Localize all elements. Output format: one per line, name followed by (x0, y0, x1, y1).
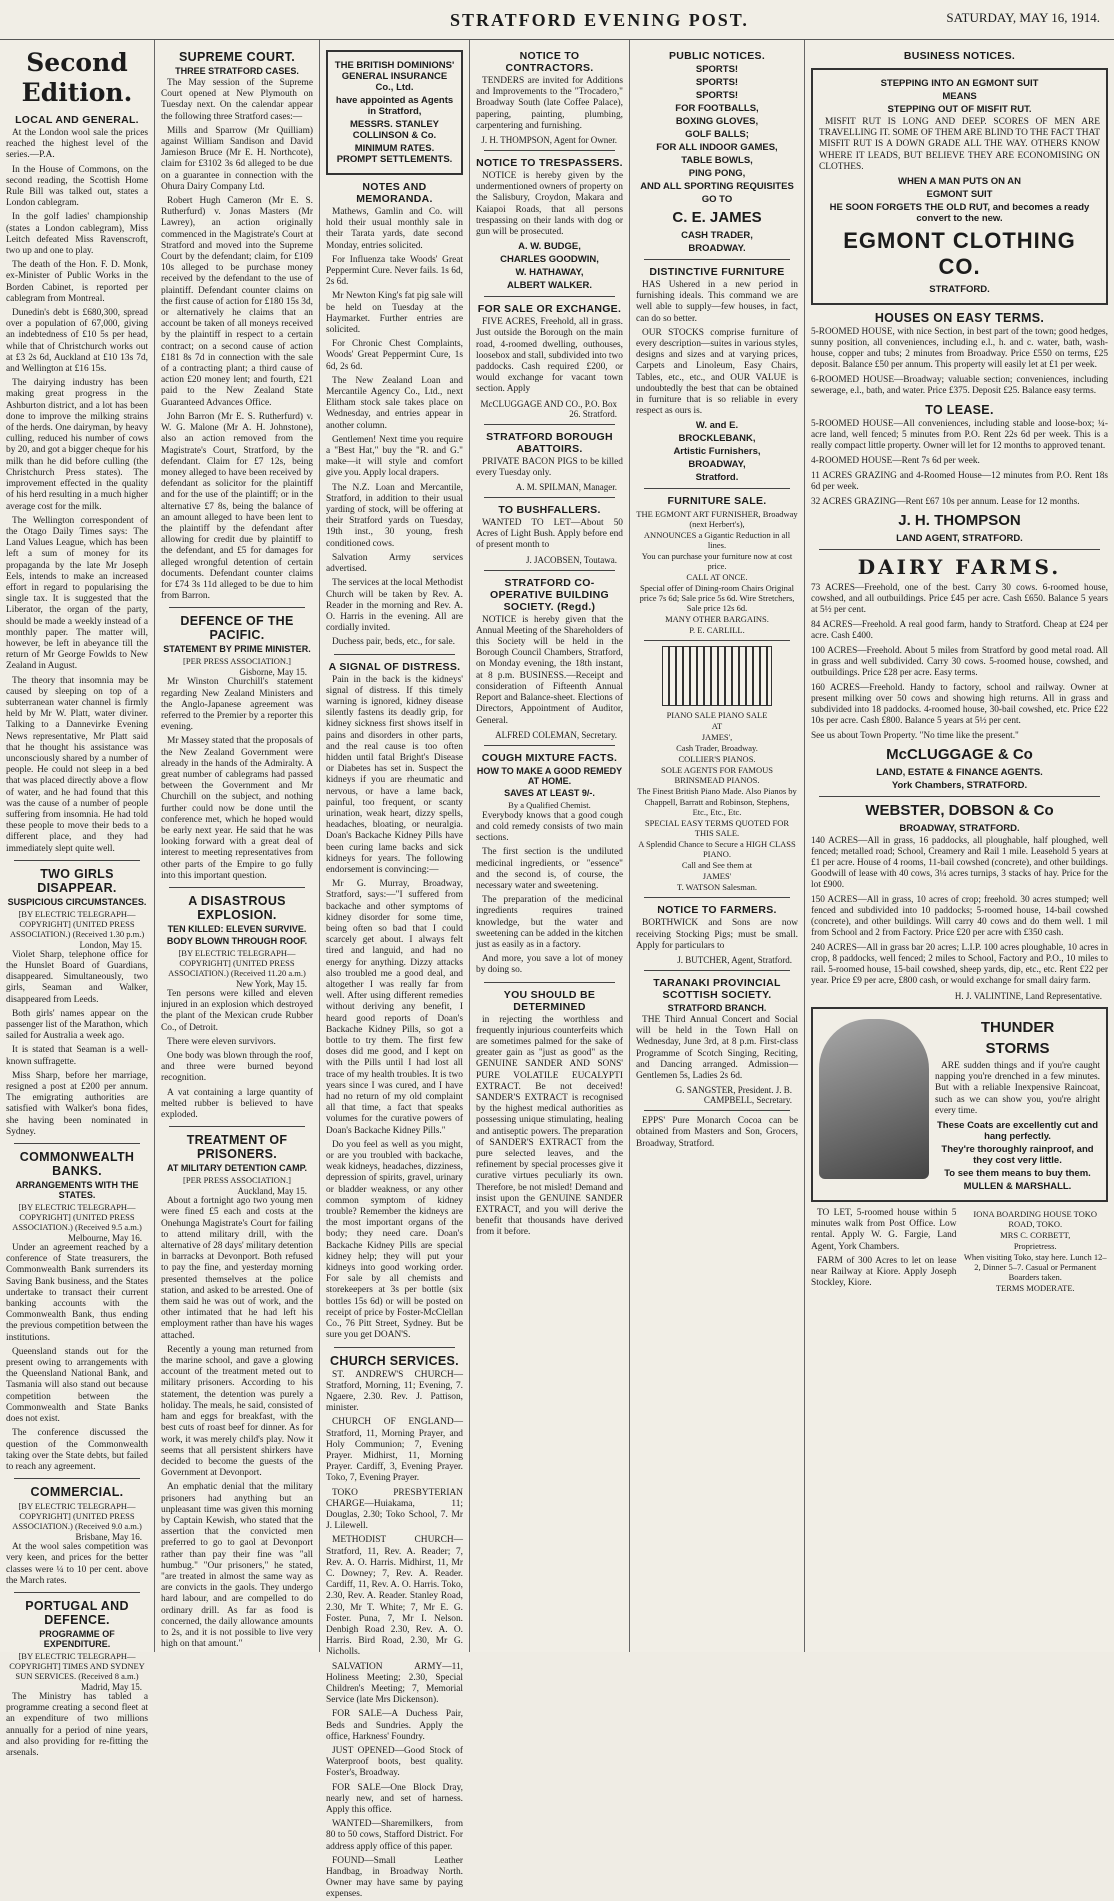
cough-heading: COUGH MIXTURE FACTS. (481, 751, 618, 764)
tolet-text: TO LET, 5-roomed house within 5 minutes walk from Post Office. Low rental. Apply W. G. Fargie, Land Agent, York Chambers. (811, 1208, 957, 1252)
column-6 (805, 40, 1114, 1652)
text-line: THE EGMONT ART FURNISHER, Broadway (next Herbert's), (636, 509, 798, 530)
contractors-sign: J. H. THOMPSON, Agent for Owner. (481, 135, 617, 146)
pacific-articles (161, 677, 313, 882)
paragraph: ST. ANDREW'S CHURCH—Stratford, Morning, 11; Evening, 7. Ngaere, 2.30. Rev. J. Pattison, minister. (326, 1369, 463, 1414)
paragraph: 84 ACRES—Freehold. A real good farm, handy to Stratford. Cheap at £24 per acre. Cash £400. (811, 620, 1108, 642)
paragraph: At the London wool sale the prices reached the highest level of the series.—P.A. (6, 128, 148, 161)
paragraph: One body was blown through the roof, and three were burned beyond recognition. (161, 1051, 313, 1084)
explosion-credit: [BY ELECTRIC TELEGRAPH—COPYRIGHT] (UNITED PRESS ASSOCIATION.) (Received 11.20 a.m.) (168, 948, 306, 978)
furniture-sale-lines (636, 509, 798, 635)
pacific-heading: DEFENCE OF THE PACIFIC. (180, 614, 294, 643)
lease-items (811, 419, 1108, 508)
egmont-lines-2 (819, 176, 1100, 224)
paragraph: The theory that insomnia may be caused by sleeping on top of a subterranean water channel is firmly held by Mr W. Platt, water diviner. Talking to a Dannevirke Evening News representative, Mr Platt said that he thought his assistance was unconsciously shared by a number of people. He could not sleep in a bed that was placed directly above a flow of water, and he had found that this was the cause of a number of people suffering from insomnia. He had told these people to move their beds to a different place, and they had immediately slept quite well. (6, 675, 148, 854)
column-1 (0, 40, 155, 1758)
paragraph: Mr Winston Churchill's statement regarding New Zealand Ministers and the Anglo-Japanese agreement was referred to the Premier by a reporter this evening. (161, 677, 313, 733)
notes-items (326, 207, 463, 649)
paragraph: JUST OPENED—Good Stock of Waterproof boots, best quality. Foster's, Broadway. (326, 1746, 463, 1779)
text-line: MRS C. CORBETT, (1000, 1230, 1071, 1241)
explosion-heading: A DISASTROUS EXPLOSION. (188, 894, 286, 922)
paragraph: The Wellington correspondent of the Otago Daily Times says: The Land Values League, which has been left a sum of money for its propaganda by the late Mr Joseph Eels, intends to make an increased effort in regard to popularising the single tax. It is suggested that the Liberator, the organ of the party, should be made a weekly instead of a monthly paper. The matter will, however, be left in abeyance till the return of Mr George Fowlds to New Zealand in August. (6, 515, 148, 672)
text-line: You can purchase your furniture now at cost price. (641, 551, 793, 572)
text-line: They're thoroughly rainproof, and they cost very little. (941, 1144, 1094, 1167)
paragraph: Mr Massey stated that the proposals of the New Zealand Government were already in the hands of the Admiralty. A great number of cablegrams had passed between the Government and Mr Churchill on the subject, and nothing further could now be done until the conference met, which he hoped would be early next year. He said that he was looking forward with a great deal of interest to meeting representatives from other parts of the Empire to go fully into this important question. (161, 736, 313, 881)
webster-sub: BROADWAY, STRATFORD. (899, 823, 1020, 835)
portugal-text: The Ministry has tabled a programme creating a second fleet at an expenditure of two millions annually for a period of nine years, and also providing for re-fitting the arsenals. (6, 1691, 148, 1758)
paragraph: 160 ACRES—Freehold. Handy to factory, school and railway. Owner at present milking over 50 cows and showing high returns. All in grass and subdivided into 18 paddocks. 4-roomed house, 30-bail cowshed, etc. Price £22 10s per acre. Cash £800. Balance 5 years at 5½ per cent. (811, 683, 1108, 727)
paragraph: About a fortnight ago two young men were fined £5 each and costs at the Onehunga Magistrate's Court for failing to attend military drill, with the alternative of 28 days' military detention in barracks at Devonport. Both refused to pay the fine, and yesterday morning presented themselves at the police station, and asked to be arrested. One of them said he was out of work, and the other intimated that he had left his employment rather than have his wages attached. (161, 1196, 313, 1341)
text-line: Special offer of Dining-room Chairs Original price 7s 6d; Sale price 5s 6d. Wire Stretchers, Sale price 12s 6d. (639, 583, 795, 614)
paragraph: Ten persons were killed and eleven injured in an explosion which destroyed the plant of the Mexican crude Rubber Co., of Detroit. (161, 989, 313, 1033)
newspaper-title: STRATFORD EVENING POST. (450, 10, 749, 30)
paragraph: The N.Z. Loan and Mercantile, Stratford, in addition to their usual yarding of stock, will be offering at their Stratford yards on Tuesday, 19th inst., 30 young, fresh conditioned cows. (326, 482, 463, 549)
text-line: THUNDER (980, 1019, 1055, 1037)
text-line: MEANS (942, 91, 977, 102)
houses-heading: HOUSES ON EASY TERMS. (874, 311, 1045, 326)
insurance-lines (334, 60, 455, 165)
paragraph: Recently a young man returned from the marine school, and gave a glowing account of the treatment meted out to military prisoners. According to his statement, the detention was purely a holiday. The meals, he said, consisted of ham and eggs for breakfast, with the best cuts of roast beef for dinner. As for work, it was merely child's play. Now it seems that all persistent shirkers have decided to become the guests of the Government at Devonport. (161, 1344, 313, 1479)
paragraph: Mr G. Murray, Broadway, Stratford, says:—"I suffered from backache and other symptoms of kidney disorder for some time, being often so bad that I could scarcely get about. I always felt tired and languid, and had no energy for anything. Dizzy attacks also troubled me a good deal, and altogether I was really far from well. After using different remedies without deriving any benefit, I heard good reports of Doan's Backache Kidney Pills, so got a bottle to try them. The first few doses did me good, and I kept on with the Pills until I had lost all trace of my health troubles. It is two years since I was cured, and I have had no return of my old complaint all that time, a fact that speaks volumes for the curative powers of Doan's Backache Kidney Pills." (326, 879, 463, 1136)
farmers-heading: NOTICE TO FARMERS. (657, 904, 777, 917)
pacific-dateline: Gisborne, May 15. (239, 667, 307, 678)
local-heading: LOCAL AND GENERAL. (15, 114, 139, 126)
text-line: Call and See them at (681, 860, 753, 871)
paragraph: It is stated that Seaman is a well-known suffragette. (6, 1045, 148, 1067)
furniture-heading: DISTINCTIVE FURNITURE (649, 266, 785, 278)
dairy-items (811, 583, 1108, 742)
paragraph: Dunedin's debt is £680,300, spread over a population of 67,000, giving an indebtedness of £10 5s per head, while that of Christchurch works out at £3 2s 6d, Auckland at £10 13s 7d, and Wellington at £16 15s. (6, 308, 148, 375)
james-trade: CASH TRADER, (681, 230, 753, 241)
column-2 (155, 40, 320, 1652)
text-line: ALBERT WALKER. (507, 280, 592, 292)
portugal-heading: PORTUGAL AND DEFENCE. (25, 1598, 129, 1627)
furniture-sale-heading: FURNITURE SALE. (667, 495, 767, 508)
text-line: P. E. CARLILL. (689, 625, 745, 636)
cough-articles (476, 811, 623, 977)
edition-title: Second Edition. (21, 48, 133, 107)
cough-subheading: HOW TO MAKE A GOOD REMEDY AT HOME. (476, 765, 623, 786)
commercial-text: At the wool sales competition was very keen, and prices for the better classes were ¼ to 10 per cent. above the March rates. (6, 1542, 148, 1586)
coop-heading: STRATFORD CO-OPERATIVE BUILDING SOCIETY. (Regd.) (490, 576, 609, 613)
piano-illustration (662, 646, 772, 706)
text-line: T. WATSON Salesman. (677, 882, 757, 893)
text-line: IONA BOARDING HOUSE TOKO ROAD, TOKO. (973, 1209, 1098, 1230)
paragraph: 100 ACRES—Freehold. About 5 miles from Stratford by good metal road. All in grass and well subdivided. Carry 30 cows. 5-roomed house, cowshed, and outbuildings. Price £28 per acre. Easy terms. (811, 646, 1108, 679)
paragraph: There were eleven survivors. (167, 1036, 276, 1047)
paragraph: Duchess pair, beds, etc., for sale. (332, 637, 456, 648)
houses-items (811, 327, 1108, 397)
paragraph: CHURCH OF ENGLAND—Stratford, 11, Morning Prayer, and Holy Communion; 7, Evening Prayer. Midhirst, 11, Morning Prayer. Cardiff, 3, Evening Prayer. Toko, 7, Evening Prayer. (326, 1417, 463, 1484)
sports-headlines (636, 64, 798, 101)
explosion-articles (161, 989, 313, 1121)
paragraph: Salvation Army services advertised. (326, 552, 463, 575)
paragraph: The May session of the Supreme Court opened at New Plymouth on Tuesday next. On the calendar appear the following three Stratford cases:— (161, 78, 313, 122)
determined-heading: YOU SHOULD BE DETERMINED (503, 988, 596, 1013)
paragraph: METHODIST CHURCH—Stratford, 11, Rev. A. Reader; 7, Rev. A. O. Harris. Midhirst, 11, Mr C. Downey; 7, Rev. A. Reader. Cardiff, 11, Rev. A. O. Harris. Toko, 2.30, Rev. A. Reader. Stanley Road, 2.30, Mr T. White; 7, Mr E. G. Foster. Puna, 7, Mr I. Nelson. Denbigh Road 2.30, Rev. A. O. Harris. Bird Road, 2.30, Mr G. Nicholls. (326, 1535, 463, 1658)
girls-subheading: SUSPICIOUS CIRCUMSTANCES. (7, 896, 147, 907)
court-heading: SUPREME COURT. (178, 50, 296, 64)
text-line: When visiting Toko, stay here. Lunch 12–2, Dinner 5–7. Casual or Permanent Boarders taken. (963, 1252, 1107, 1283)
prisoners-dateline: Auckland, May 15. (237, 1186, 307, 1197)
paragraph: The preparation of the medicinal ingredients requires trained knowledge, but the water and sweetening can be added in the kitchen just as easily as in a factory. (476, 895, 623, 950)
text-line: FOR FOOTBALLS, (675, 103, 759, 114)
paragraph: Gentlemen! Next time you require a "Best Hat," buy the "R. and G." make—it will style and comfort give you. Apply local drapers. (326, 434, 463, 479)
paragraph: Both girls' names appear on the passenger list of the Marathon, which sailed for Australia a week ago. (6, 1008, 148, 1042)
dairy-heading: DAIRY FARMS. (857, 555, 1062, 580)
text-line: A. W. BUDGE, (518, 241, 581, 253)
mccluggage-place: York Chambers, STRATFORD. (891, 780, 1028, 792)
masthead (0, 0, 1114, 40)
text-line: SPECIAL EASY TERMS QUOTED FOR THIS SALE. (644, 818, 790, 839)
paragraph: The services at the local Methodist Church will be taken by Rev. A. Reader in the morning and Rev. A. O. Harris in the evening. All are cordially invited. (326, 578, 463, 634)
stocks-text: OUR STOCKS comprise furniture of every description—suites in various styles, designs and sizes and at varying prices, Carpets and Linoleum, Easy Chairs, Tables, etc., etc., and OUR VALUE is undoubtedly the best that can be obtained in furniture that is so reliable in every respect as ours is. (636, 327, 798, 417)
thunder-lines (935, 1019, 1100, 1057)
paragraph: 11 ACRES GRAZING and 4-Roomed House—12 minutes from P.O. Rent 18s 6d per week. (811, 471, 1108, 493)
farmers-sign: J. BUTCHER, Agent, Stratford. (677, 955, 792, 966)
text-line: MULLEN & MARSHALL. (963, 1181, 1072, 1193)
text-line: BROCKLEBANK, (678, 433, 756, 445)
cough-byline: By a Qualified Chemist. (508, 799, 591, 810)
court-articles (161, 78, 313, 602)
egmont-ad (811, 68, 1108, 305)
text-line: have appointed as Agents in Stratford, (335, 95, 454, 117)
issue-date: SATURDAY, MAY 16, 1914. (946, 10, 1100, 25)
coop-sign: ALFRED COLEMAN, Secretary. (495, 729, 617, 740)
paragraph: 6-ROOMED HOUSE—Broadway; valuable section; conveniences, including sewerage, e.l., bath, and water. Price £375. Deposit £25. Balance easy terms. (811, 375, 1108, 397)
bushfallers-sign: J. JACOBSEN, Toutawa. (526, 554, 617, 565)
prisoners-credit: [PER PRESS ASSOCIATION.] (183, 1175, 291, 1186)
egmont-body: MISFIT RUT IS LONG AND DEEP. SCORES OF MEN ARE TRAVELLING IT. SOME OF THEM ARE BLIND TO THE FACT THAT MISFIT RUT IS A DOWN GRADE ALL THE WAY. OTHERS KNOW WHERE IT LEADS, BUT BELIEVE THEY ARE ECONOMISING ON CLOTHES. (819, 117, 1100, 172)
paragraph: FOR SALE—One Block Dray, nearly new, and set of harness. Apply this office. (326, 1782, 463, 1816)
epps-text: EPPS' Pure Monarch Cocoa can be obtained from Masters and Son, Grocers, Broadway, Stratford. (636, 1116, 798, 1149)
text-line: The Finest British Piano Made. Also Pianos by (637, 786, 797, 797)
girls-articles (6, 950, 148, 1138)
text-line: SPORTS! (695, 77, 739, 88)
girls-heading: TWO GIRLS DISAPPEAR. (37, 866, 117, 895)
text-line: PING PONG, (688, 168, 746, 179)
lease-heading: TO LEASE. (925, 403, 994, 418)
paragraph: Under an agreement reached by a conference of State treasurers, the Commonwealth Bank surrenders its Saving Bank business, and the States undertake to transact their current banking accounts with the Commonwealth Bank, thus ending the previous competition between the institutions. (6, 1243, 148, 1343)
exchange-text: FIVE ACRES, Freehold, all in grass. Just outside the Borough on the main road, 4-roomed dwelling, outhouses, loosebox and stall, subdivided into two paddocks. Cash required £200, or would exchange for vacant town section. Apply (476, 317, 623, 395)
banks-dateline: Melbourne, May 16. (68, 1233, 142, 1244)
trespass-heading: NOTICE TO TRESPASSERS. (476, 157, 623, 170)
text-line: Proprietress. (1013, 1241, 1057, 1252)
paragraph: 73 ACRES—Freehold, one of the best. Carry 30 cows. 6-roomed house, cowshed, and all outbuildings. Price £45 per acre. Cash £650. Balance 5 years at 5½ per cent. (811, 583, 1108, 616)
banks-subheading: ARRANGEMENTS WITH THE STATES. (15, 1180, 139, 1201)
public-notices-heading: PUBLIC NOTICES. (668, 50, 766, 62)
egmont-place: STRATFORD. (929, 284, 990, 296)
paragraph: 5-ROOMED HOUSE, with nice Section, in best part of the town; good hedges, sunny position, all conveniences, including e.l., h. and c. water, bath, wash-house, copper and tubs; 2 minutes from Broadway. Price £550 on terms, £25 deposit. Balance £50 per annum. This property will easily let at £1 per week. (811, 327, 1108, 371)
column-5 (630, 40, 805, 1652)
portugal-subheading: PROGRAMME OF EXPENDITURE. (39, 1628, 115, 1649)
paragraph: For Chronic Chest Complaints, Woods' Great Peppermint Cure, 1s 6d, 2s 6d. (326, 339, 463, 372)
text-line: COLLIER'S PIANOS. (678, 754, 756, 765)
explosion-subheading: TEN KILLED: ELEVEN SURVIVE. (167, 924, 307, 934)
text-line: PIANO SALE PIANO SALE (666, 710, 768, 721)
text-line: STORMS (985, 1040, 1050, 1058)
text-line: Chappell, Barratt and Robinson, Stephens, Etc., Etc., Etc. (644, 797, 790, 818)
prisoners-articles (161, 1196, 313, 1650)
webster-sign: H. J. VALINTINE, Land Representative. (954, 991, 1102, 1002)
raincoat-illustration (819, 1019, 929, 1179)
text-line: W. and E. (695, 420, 739, 432)
webster-items (811, 836, 1108, 987)
coop-text: NOTICE is hereby given that the Annual Meeting of the Shareholders of this Society will be held in the Borough Council Chambers, Stratford, on Monday evening, the 18th instant, at 8 p.m. BUSINESS.—Receipt and consideration of Fifteenth Annual Report and Balance-sheet. Elections of Directors, Appointment of Auditor, General. (476, 614, 623, 726)
trespass-text: NOTICE is hereby given by the undermentioned owners of property on the Salisbury, Croydon, Makara and Kaiapoi Roads, that all persons trespassing on their lands with dog or gun will be prosecuted. (476, 171, 623, 238)
text-line: Cash Trader, Broadway. (676, 743, 758, 754)
paragraph: In the golf ladies' championship (states a London cablegram), Miss Leitch defeated Miss Ravenscroft, two up and one to play. (6, 212, 148, 257)
text-line: ANNOUNCES a Gigantic Reduction in all lines. (643, 530, 791, 551)
paragraph: Queensland stands out for the present owing to arrangements with the Queensland National Bank, and Tasmania will also stand out because competition between the Commonwealth and State Banks does not exist. (6, 1346, 148, 1425)
thunder-ad (811, 1007, 1108, 1202)
notes-heading: NOTES AND MEMORANDA. (356, 181, 433, 205)
text-line: W. HATHAWAY, (515, 267, 584, 279)
text-line: Stratford. (695, 472, 739, 484)
prisoners-subheading: AT MILITARY DETENTION CAMP. (166, 1163, 307, 1174)
church-items (326, 1370, 463, 1901)
text-line: GOLF BALLS; (685, 129, 749, 140)
paragraph: The conference discussed the question of the Commonwealth taking over the State debts, but failed to reach any agreement. (6, 1428, 148, 1472)
paragraph: The death of the Hon. F. D. Monk, ex-Minister of Public Works in the Borden Cabinet, is reported per cablegram from Montreal. (6, 260, 148, 304)
cough-subheading-2: SAVES AT LEAST 9/-. (504, 787, 595, 798)
contractors-heading: NOTICE TO CONTRACTORS. (505, 50, 594, 74)
mccluggage-name: McCLUGGAGE & Co (886, 746, 1033, 764)
paragraph: The first section is the undiluted medicinal ingredients, or "essence" and the second is, of course, the necessary water and sweetening. (476, 847, 623, 891)
text-line: SOLE AGENTS FOR FAMOUS BRINSMEAD PIANOS. (660, 765, 773, 786)
iona-lines (963, 1208, 1109, 1294)
paragraph: 140 ACRES—All in grass, 16 paddocks, all ploughable, half ploughed, well fenced; metalled road; School, Creamery and Rail 1 mile. Leasehold 5 years at £1 per acre. House of 4 rooms, 11-bail cowshed (concrete), and other buildings. Goodwill of lease with 40 cows, 3¼ acres turnips, 3 stacks of hay. Price for the lot £900. (811, 836, 1108, 891)
egmont-lines (819, 78, 1100, 115)
text-line: BROADWAY, (688, 459, 746, 471)
scottish-sign: G. SANGSTER, President. J. B. CAMPBELL, Secretary. (675, 1085, 792, 1106)
paragraph: FOR SALE—A Duchess Pair, Beds and Sundries. Apply the office, Harkness' Foundry. (326, 1709, 463, 1742)
bushfallers-text: WANTED TO LET—About 50 Acres of Light Bush. Apply before end of present month to (476, 518, 623, 551)
paragraph: SALVATION ARMY—11, Holiness Meeting; 2.30, Special Children's Meeting; 7, Memorial Service (late Mrs Dickenson). (326, 1661, 463, 1706)
pacific-credit: [PER PRESS ASSOCIATION.] (183, 656, 291, 667)
paragraph: An emphatic denial that the military prisoners had anything but an unpleasant time was given this morning by Captain Kewish, who stated that the assertion that the convicted men preferred to go to gaol at Devonport rather than pay their fine was "all humbug." "Our prisoners," he stated, "are treated in almost the same way as are convicts in the gaols. They undergo hard labour, and are compelled to do ordinary drill. As far as food is concerned, the daily allowance amounts to 2s, and it is not possible to live very high on that amount." (161, 1482, 313, 1650)
commercial-dateline: Brisbane, May 16. (75, 1532, 142, 1543)
james-name: C. E. JAMES (672, 209, 762, 226)
girls-credit: [BY ELECTRIC TELEGRAPH—COPYRIGHT] (UNITED PRESS ASSOCIATION.) (Received 1.30 p.m.) (9, 908, 145, 939)
text-line: A Splendid Chance to Secure a HIGH CLASS PIANO. (638, 839, 796, 860)
church-heading: CHURCH SERVICES. (330, 1353, 459, 1368)
egmont-name: EGMONT CLOTHING CO. (843, 228, 1076, 280)
insurance-ad (326, 50, 463, 175)
paragraph: 4-ROOMED HOUSE—Rent 7s 6d per week. (811, 456, 980, 467)
farm-text: FARM of 300 Acres to let on lease near Railway at Kiore. Apply Joseph Stockley, Kiore. (811, 1255, 957, 1289)
james-place: BROADWAY. (688, 243, 746, 254)
exchange-heading: FOR SALE OR EXCHANGE. (477, 303, 622, 316)
paragraph: Do you feel as well as you might, or are you troubled with backache, weak kidneys, headaches, dizziness, depression of spirits, gravel, urinary or bladder weakness, or any other common symptom of kidney trouble? Remember the kidneys are the most important organs of the body; they need care. Doan's Backache Kidney Pills are special kidney help; they will put your kidneys into good working order. For sale by all chemists and storekeepers at 3s per bottle (six bottles 15s 6d) or will be posted on receipt of price by Foster-McClellan Co., 76 Pitt Street, Sydney. But be sure you get DOAN'S. (326, 1139, 463, 1341)
mccluggage-sub: LAND, ESTATE & FINANCE AGENTS. (876, 767, 1043, 779)
text-line: TABLE BOWLS, (681, 155, 753, 166)
banks-credit: [BY ELECTRIC TELEGRAPH—COPYRIGHT] (UNITED PRESS ASSOCIATION.) (Received 9.5 a.m.) (12, 1202, 142, 1233)
scottish-text: THE Third Annual Concert and Social will be held in the Town Hall on Wednesday, June 3rd, at 8 p.m. First-class Programme of Scotch Singing, Reciting, and Dancing arranged. Admission—Gentlemen 5s, Ladies 2s 6d. (636, 1015, 798, 1082)
farmers-text: BORTHWICK and Sons are now receiving Stocking Pigs; must be small. Apply for particulars to (636, 918, 798, 951)
text-line: MESSRS. STANLEY COLLINSON & Co. (349, 119, 440, 141)
explosion-subheading-2: BODY BLOWN THROUGH ROOF. (166, 936, 308, 946)
commercial-heading: COMMERCIAL. (30, 1485, 124, 1500)
paragraph: The New Zealand Loan and Mercantile Agency Co., Ltd., next Elitham stock sale takes place on Wednesday, and entries appear in another column. (326, 375, 463, 431)
text-line: TERMS MODERATE. (995, 1283, 1075, 1294)
paragraph: WANTED—Sharemilkers, from 80 to 50 cows, Stafford District. For address apply office of this paper. (326, 1819, 463, 1852)
portugal-credit: [BY ELECTRIC TELEGRAPH—COPYRIGHT] TIMES AND SYDNEY SUN SERVICES. (Received 8 a.m.) (9, 1650, 145, 1681)
thompson-sub: LAND AGENT, STRATFORD. (896, 533, 1023, 545)
text-line: JAMES' (702, 871, 732, 882)
brocklebank-lines (636, 420, 798, 483)
trespass-signatories (476, 241, 623, 291)
abattoirs-heading: STRATFORD BOROUGH ABATTOIRS. (486, 430, 613, 455)
text-line: These Coats are excellently cut and hang perfectly. (936, 1120, 1099, 1143)
thunder-body: ARE sudden things and if you're caught napping you're drenched in a few minutes. But with a reliable Inexpensive Raincoat, such as we can show you, you're alright every time. (935, 1061, 1100, 1116)
paragraph: Robert Hugh Cameron (Mr E. S. Rutherfurd) v. Jonas Masters (Mr Lawrey), an action originally commenced in the Magistrate's Court at Stratford and moved into the Supreme Court by the defendant; claim, for £109 10s alleged to be purchase money received by the defendant to the use of plaintiff. Defendant counter claims on the first cause of action for £180 15s 3d, or alternatively he claims that an account be taken of all moneys received by the plaintiff in respect to a certain contract; on a second cause of action £181 8s 7d in connection with the sale of a contracting plant; a third cause of action £20 money lent; and fourth, £21 paid to the New Zealand State Guaranteed Advances Office. (161, 196, 313, 408)
banks-heading: COMMONWEALTH BANKS. (19, 1150, 135, 1179)
text-line: MINIMUM RATES. PROMPT SETTLEMENTS. (336, 143, 453, 165)
text-line: WHEN A MAN PUTS ON AN (898, 176, 1021, 188)
prisoners-heading: TREATMENT OF PRISONERS. (186, 1133, 288, 1162)
text-line: SPORTS! (695, 64, 739, 75)
text-line: HE SOON FORGETS THE OLD RUT, and becomes a ready convert to the new. (829, 202, 1090, 225)
text-line: GO TO (701, 194, 733, 205)
text-line: AND ALL SPORTING REQUISITES (640, 181, 794, 192)
scottish-heading: TARANAKI PROVINCIAL SCOTTISH SOCIETY. (653, 977, 781, 1002)
explosion-dateline: New York, May 15. (235, 979, 307, 989)
column-4 (470, 40, 630, 1652)
piano-lines (636, 710, 798, 892)
paragraph: 32 ACRES GRAZING—Rent £67 10s per annum. Lease for 12 months. (811, 497, 1080, 508)
text-line: CALL AT ONCE. (686, 572, 748, 583)
furniture-text: HAS Ushered in a new period in furnishing ideals. This command we are well able to supply—few houses, in fact, can do so better. (636, 280, 798, 324)
portugal-dateline: Madrid, May 15. (81, 1681, 142, 1692)
text-line: To see them means to buy them. (944, 1168, 1091, 1180)
paragraph: 5-ROOMED HOUSE—All conveniences, including stable and loose-box; ¼-acre land, well fenced; 5 minutes from P.O. Rent 22s 6d per week. This is a really compact little property. Owner will let for 12 months to approved tenant. (811, 419, 1108, 452)
paragraph: For Influenza take Woods' Great Peppermint Cure. Never fails. 1s 6d, 2s 6d. (326, 254, 463, 288)
paragraph: Miss Sharp, before her marriage, resigned a post at £200 per annum. The emigrating authorities are satisfied with Walker's bona fides, she having been nominated in Sydney. (6, 1070, 148, 1137)
court-subheading: THREE STRATFORD CASES. (175, 66, 299, 76)
text-line: BOXING GLOVES, (675, 116, 759, 127)
scottish-subheading: STRATFORD BRANCH. (667, 1003, 767, 1014)
text-line: STEPPING INTO AN EGMONT SUIT (880, 78, 1039, 89)
text-line: JAMES', (701, 732, 733, 743)
bushfallers-heading: TO BUSHFALLERS. (498, 504, 601, 517)
banks-articles (6, 1243, 148, 1473)
paragraph: A vat containing a large quantity of melted rubber is believed to have exploded. (161, 1087, 313, 1121)
contractors-text: TENDERS are invited for Additions and Improvements to the "Trocadero," Broadway South (late Coffee Palace), papering, painting, plumbing, carpentering and furnishing. (476, 76, 623, 131)
text-line: CHARLES GOODWIN, (500, 254, 599, 266)
abattoirs-text: PRIVATE BACON PIGS to be killed every Tuesday only. (476, 456, 623, 478)
text-line: STEPPING OUT OF MISFIT RUT. (887, 104, 1032, 115)
paragraph: Pain in the back is the kidneys' signal of distress. If this timely warning is ignored, kidney disease silently fastens its deadly grip, for kidney sickness first shows itself in pains and disorders in other parts, and the real cause is too often hidden until fatal Bright's Disease or Diabetes has set in. Suspect the kidneys if you are rheumatic and nervous, or have a lame back, painful, too frequent, or scanty urination, weak heart, dizzy spells, headaches, bloating, or neuralgia. Doan's Backache Kidney Pills have been curing lame backs and sick kidneys for years. The following endorsement is convincing:— (326, 674, 463, 875)
text-line: THE BRITISH DOMINIONS' GENERAL INSURANCE Co., Ltd. (334, 60, 455, 93)
determined-text: in rejecting the worthless and frequently injurious counterfeits which are sometimes palmed for the sake of greater gain as "just as good" as the GENUINE SANDER AND SONS' PURE VOLATILE EUCALYPTI EXTRACT. Be not deceived! SANDER'S EXTRACT is recognised by the highest medical authorities as possessing unique stimulating, healing and antiseptic powers. The preparation of SANDER'S EXTRACT from the pure selected leaves, and the refinement by special processes give it curative virtues peculiarly its own. Therefore, be not misled! Demand and insist upon the GENUINE SANDER EXTRACT, and you will derive the benefit that thousands have derived from it before. (476, 1014, 623, 1238)
text-line: AT (711, 721, 723, 732)
text-line: Artistic Furnishers, (673, 446, 761, 458)
paragraph: Mills and Sparrow (Mr Quilliam) against William Sandison and David Jamieson Bruce (Mr E. H. Northcote), claim for £3102 3s 6d alleged to be due on a guarantee in connection with the Ohura Dairy Company Ltd. (161, 125, 313, 192)
paragraph: 240 ACRES—All in grass bar 20 acres; L.I.P. 100 acres ploughable, 10 acres in crop, 8 paddocks, well fenced; 2 miles to School, Factory and P.O., 10 miles to rail. 5-roomed house, 15-bail cowshed, sheep yards, dip, etc., etc. Rent £22 per year. Price £9 per acre, £800 cash, or would exchange for small dairy farm. (811, 943, 1108, 987)
girls-dateline: London, May 15. (79, 939, 142, 950)
text-line: EGMONT SUIT (926, 189, 993, 201)
paragraph: In the House of Commons, on the second reading, the Scottish Home Rule Bill was talked out, states a London cablegram. (6, 164, 148, 209)
text-line: FOR ALL INDOOR GAMES, (656, 142, 778, 153)
paragraph: FOUND—Small Leather Handbag, in Broadway North. Owner may have same by paying expenses. (326, 1855, 463, 1900)
paragraph: John Barron (Mr E. S. Rutherfurd) v. W. G. Malone (Mr A. H. Johnstone), also an action removed from the Magistrate's Court, Stratford, by the defendant. Claim for £7 12s, being money alleged to have been received by defendant as solicitor for the plaintiff and for the use of the plaintiff; or in the alternative £7 8s, being the balance of an amount alleged to have been lent to the plaintiff by the defendant after allowing for credit due by plaintiff to the defendant, and £5 for damages for alleged wrongful detention of certain documents. Defendant counter claims for £74 3s 11d alleged to be due to him from Barron. (161, 411, 313, 602)
column-3 (320, 40, 470, 1900)
webster-name: WEBSTER, DOBSON & Co (865, 802, 1054, 820)
paragraph: And more, you save a lot of money by doing so. (476, 954, 623, 976)
text-line: SPORTS! (695, 90, 739, 101)
paragraph: TOKO PRESBYTERIAN CHARGE—Huiakama, 11; Douglas, 2.30; Toko School, 7. Mr J. Lilewell. (326, 1487, 463, 1532)
paragraph: 150 ACRES—All in grass, 10 acres of crop; freehold. 30 acres stumped; well fenced and subdivided into 10 paddocks; 5-roomed house, 14-bail cowshed (concrete), and other buildings. Will carry 40 cows and do them well. 1 mil from School and 2 from Factory. Price £20 per acre with £350 cash. (811, 895, 1108, 939)
commercial-credit: [BY ELECTRIC TELEGRAPH—COPYRIGHT] (UNITED PRESS ASSOCIATION.) (Received 9.0 a.m.) (12, 1501, 142, 1532)
paragraph: The dairying industry has been making great progress in the Ashburton district, and a lot has been done to improve the milking strains of the herds. One dairyman, by heavy culling, reduced his number of cows by 20, and got a bigger cheque for his milk than he did before culling (the Christchurch Press states). The improvement effected in the quality of his herd resulting in a much higher average cost for the milk. (6, 378, 148, 512)
paragraph: Violet Sharp, telephone office for the Hunslet Board of Guardians, disappeared. Simultaneously, two girls, Seaman and Walker, disappeared from Leeds. (6, 949, 148, 1005)
business-notices-heading: BUSINESS NOTICES. (903, 50, 1016, 62)
paragraph: Everybody knows that a good cough and cold remedy consists of two main sections. (476, 810, 623, 844)
sports-items (636, 103, 798, 205)
exchange-sign: McCLUGGAGE AND CO., P.O. Box 26. Stratford. (480, 398, 617, 419)
paragraph: Mathews, Gamlin and Co. will hold their usual monthly sale in their Tarata yards, date second Monday, entries solicited. (326, 207, 463, 251)
distress-heading: A SIGNAL OF DISTRESS. (328, 660, 461, 673)
pacific-subheading: STATEMENT BY PRIME MINISTER. (163, 644, 311, 655)
thunder-lines-2 (935, 1120, 1100, 1192)
paragraph: See us about Town Property. "No time like the present." (811, 731, 1019, 742)
thompson-name: J. H. THOMPSON (898, 512, 1021, 530)
distress-articles (326, 675, 463, 1342)
text-line: MANY OTHER BARGAINS. (665, 614, 769, 625)
paragraph: Mr Newton King's fat pig sale will be held on Tuesday at the Haymarket. Further entries are solicited. (326, 291, 463, 336)
abattoirs-sign: A. M. SPILMAN, Manager. (515, 482, 617, 493)
local-articles (6, 128, 148, 855)
